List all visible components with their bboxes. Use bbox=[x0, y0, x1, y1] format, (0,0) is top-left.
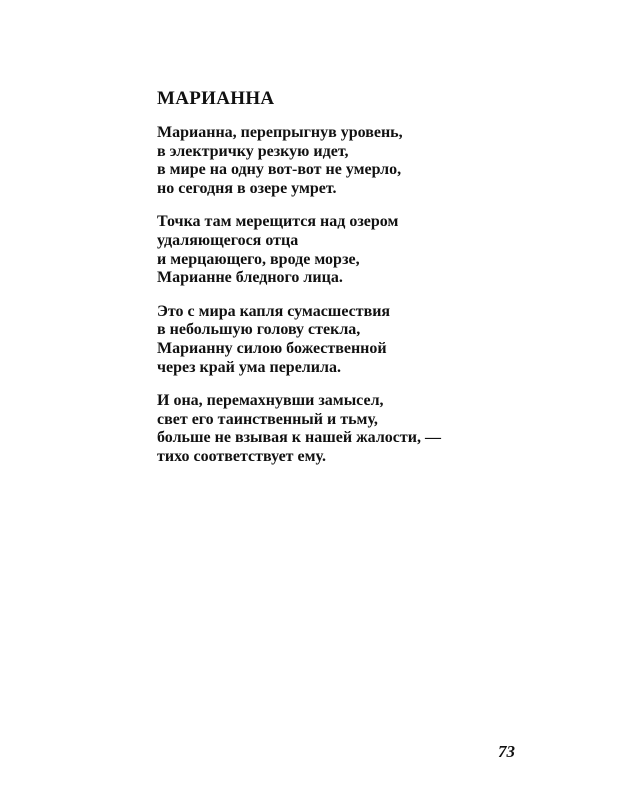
stanza-4 bbox=[157, 392, 577, 466]
poem-title: МАРИАННА bbox=[157, 88, 275, 109]
poem-line: в мире на одну вот-вот не умерло, bbox=[157, 161, 402, 179]
poem-line: Точка там мерещится над озером bbox=[157, 213, 399, 231]
poem-line: удаляющегося отца bbox=[157, 231, 299, 249]
poem-line: Это с мира капля сумасшествия bbox=[157, 302, 391, 320]
stanza-3 bbox=[157, 303, 577, 377]
poem-line: и мерцающего, вроде морзе, bbox=[157, 250, 360, 268]
poem-line: Марианна, перепрыгнув уровень, bbox=[157, 124, 403, 141]
poem-line: свет его таинственный и тьму, bbox=[157, 410, 378, 428]
poem-line: в небольшую голову стекла, bbox=[157, 321, 361, 339]
stanza-1 bbox=[157, 124, 577, 198]
poem-line: Марианну силою божественной bbox=[157, 339, 387, 357]
poem-line: Марианне бледного лица. bbox=[157, 269, 343, 287]
poem-line: но сегодня в озере умрет. bbox=[157, 179, 337, 197]
poem-line: через край ума перелила. bbox=[157, 358, 341, 376]
stanza-2 bbox=[157, 213, 577, 287]
poem-body bbox=[157, 124, 577, 482]
page-number: 73 bbox=[498, 742, 515, 761]
poem-line: в электричку резкую идет, bbox=[157, 142, 349, 160]
poem-line: больше не взывая к нашей жалости, — bbox=[157, 429, 441, 447]
poem-line: И она, перемахнувши замысел, bbox=[157, 392, 384, 410]
poem-line: тихо соответствует ему. bbox=[157, 447, 326, 465]
